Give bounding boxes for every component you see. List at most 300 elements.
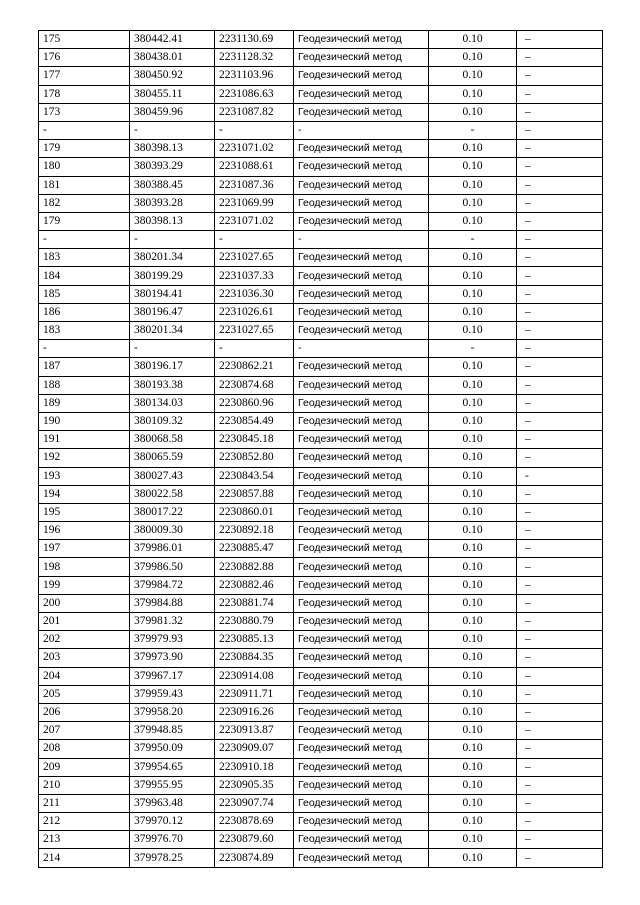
- y-coordinate-cell: 2230910.18: [215, 758, 294, 776]
- note-cell: –: [517, 576, 603, 594]
- x-coordinate-cell: 380450.92: [130, 67, 215, 85]
- point-number-cell: 181: [39, 176, 130, 194]
- accuracy-cell: 0.10: [429, 376, 517, 394]
- note-cell: –: [517, 831, 603, 849]
- y-coordinate-cell: 2230843.54: [215, 467, 294, 485]
- point-number-cell: -: [39, 121, 130, 139]
- note-cell: –: [517, 140, 603, 158]
- accuracy-cell: 0.10: [429, 703, 517, 721]
- point-number-cell: 212: [39, 813, 130, 831]
- y-coordinate-cell: 2230916.26: [215, 703, 294, 721]
- note-cell: –: [517, 540, 603, 558]
- accuracy-cell: 0.10: [429, 249, 517, 267]
- method-cell: Геодезический метод: [294, 503, 429, 521]
- x-coordinate-cell: 380109.32: [130, 412, 215, 430]
- table-row: [39, 631, 603, 649]
- accuracy-cell: -: [429, 340, 517, 358]
- table-row: [39, 649, 603, 667]
- x-coordinate-cell: 379970.12: [130, 813, 215, 831]
- accuracy-cell: 0.10: [429, 540, 517, 558]
- method-cell: Геодезический метод: [294, 412, 429, 430]
- method-cell: Геодезический метод: [294, 613, 429, 631]
- method-cell: Геодезический метод: [294, 140, 429, 158]
- point-number-cell: 183: [39, 322, 130, 340]
- accuracy-cell: 0.10: [429, 140, 517, 158]
- accuracy-cell: 0.10: [429, 722, 517, 740]
- accuracy-cell: 0.10: [429, 503, 517, 521]
- point-number-cell: 198: [39, 558, 130, 576]
- x-coordinate-cell: 380009.30: [130, 522, 215, 540]
- method-cell: Геодезический метод: [294, 649, 429, 667]
- accuracy-cell: 0.10: [429, 49, 517, 67]
- point-number-cell: 197: [39, 540, 130, 558]
- point-number-cell: 207: [39, 722, 130, 740]
- point-number-cell: 204: [39, 667, 130, 685]
- accuracy-cell: 0.10: [429, 849, 517, 867]
- accuracy-cell: 0.10: [429, 522, 517, 540]
- note-cell: –: [517, 613, 603, 631]
- accuracy-cell: 0.10: [429, 485, 517, 503]
- x-coordinate-cell: 379954.65: [130, 758, 215, 776]
- y-coordinate-cell: 2230914.08: [215, 667, 294, 685]
- point-number-cell: -: [39, 340, 130, 358]
- table-row: [39, 67, 603, 85]
- y-coordinate-cell: 2231071.02: [215, 140, 294, 158]
- note-cell: –: [517, 158, 603, 176]
- note-cell: –: [517, 67, 603, 85]
- y-coordinate-cell: 2230885.13: [215, 631, 294, 649]
- point-number-cell: 203: [39, 649, 130, 667]
- x-coordinate-cell: 379958.20: [130, 703, 215, 721]
- point-number-cell: 211: [39, 794, 130, 812]
- method-cell: Геодезический метод: [294, 576, 429, 594]
- table-row: [39, 231, 603, 249]
- y-coordinate-cell: 2230892.18: [215, 522, 294, 540]
- y-coordinate-cell: 2230845.18: [215, 431, 294, 449]
- table-row: [39, 794, 603, 812]
- method-cell: Геодезический метод: [294, 849, 429, 867]
- point-number-cell: 176: [39, 49, 130, 67]
- table-row: [39, 613, 603, 631]
- y-coordinate-cell: 2230874.89: [215, 849, 294, 867]
- table-row: [39, 158, 603, 176]
- method-cell: Геодезический метод: [294, 249, 429, 267]
- y-coordinate-cell: 2230880.79: [215, 613, 294, 631]
- x-coordinate-cell: 380022.58: [130, 485, 215, 503]
- point-number-cell: 206: [39, 703, 130, 721]
- method-cell: -: [294, 340, 429, 358]
- point-number-cell: 193: [39, 467, 130, 485]
- method-cell: -: [294, 121, 429, 139]
- y-coordinate-cell: 2231026.61: [215, 303, 294, 321]
- accuracy-cell: 0.10: [429, 103, 517, 121]
- accuracy-cell: 0.10: [429, 358, 517, 376]
- method-cell: Геодезический метод: [294, 467, 429, 485]
- table-row: [39, 376, 603, 394]
- method-cell: Геодезический метод: [294, 103, 429, 121]
- point-number-cell: 201: [39, 613, 130, 631]
- point-number-cell: 189: [39, 394, 130, 412]
- accuracy-cell: 0.10: [429, 813, 517, 831]
- y-coordinate-cell: 2231036.30: [215, 285, 294, 303]
- x-coordinate-cell: 379984.72: [130, 576, 215, 594]
- method-cell: Геодезический метод: [294, 813, 429, 831]
- method-cell: Геодезический метод: [294, 831, 429, 849]
- note-cell: –: [517, 813, 603, 831]
- table-row: [39, 121, 603, 139]
- y-coordinate-cell: 2230852.80: [215, 449, 294, 467]
- point-number-cell: 179: [39, 140, 130, 158]
- y-coordinate-cell: 2230881.74: [215, 594, 294, 612]
- point-number-cell: 195: [39, 503, 130, 521]
- x-coordinate-cell: -: [130, 231, 215, 249]
- point-number-cell: 175: [39, 31, 130, 49]
- x-coordinate-cell: 380455.11: [130, 85, 215, 103]
- point-number-cell: 183: [39, 249, 130, 267]
- method-cell: Геодезический метод: [294, 322, 429, 340]
- table-row: [39, 467, 603, 485]
- table-row: [39, 394, 603, 412]
- y-coordinate-cell: 2230860.96: [215, 394, 294, 412]
- note-cell: –: [517, 322, 603, 340]
- note-cell: –: [517, 431, 603, 449]
- point-number-cell: -: [39, 231, 130, 249]
- x-coordinate-cell: 379978.25: [130, 849, 215, 867]
- table-row: [39, 540, 603, 558]
- method-cell: Геодезический метод: [294, 558, 429, 576]
- accuracy-cell: 0.10: [429, 85, 517, 103]
- note-cell: –: [517, 449, 603, 467]
- accuracy-cell: 0.10: [429, 158, 517, 176]
- method-cell: Геодезический метод: [294, 776, 429, 794]
- y-coordinate-cell: 2230882.46: [215, 576, 294, 594]
- note-cell: –: [517, 267, 603, 285]
- note-cell: –: [517, 31, 603, 49]
- accuracy-cell: 0.10: [429, 685, 517, 703]
- accuracy-cell: 0.10: [429, 412, 517, 430]
- x-coordinate-cell: 380196.47: [130, 303, 215, 321]
- x-coordinate-cell: 380201.34: [130, 249, 215, 267]
- table-row: [39, 249, 603, 267]
- table-row: [39, 703, 603, 721]
- note-cell: –: [517, 649, 603, 667]
- point-number-cell: 194: [39, 485, 130, 503]
- method-cell: Геодезический метод: [294, 703, 429, 721]
- y-coordinate-cell: 2231128.32: [215, 49, 294, 67]
- note-cell: –: [517, 412, 603, 430]
- y-coordinate-cell: 2230884.35: [215, 649, 294, 667]
- x-coordinate-cell: 379979.93: [130, 631, 215, 649]
- y-coordinate-cell: -: [215, 231, 294, 249]
- method-cell: Геодезический метод: [294, 758, 429, 776]
- x-coordinate-cell: 380438.01: [130, 49, 215, 67]
- accuracy-cell: 0.10: [429, 449, 517, 467]
- x-coordinate-cell: 379955.95: [130, 776, 215, 794]
- note-cell: –: [517, 49, 603, 67]
- note-cell: –: [517, 358, 603, 376]
- accuracy-cell: 0.10: [429, 576, 517, 594]
- table-row: [39, 685, 603, 703]
- accuracy-cell: 0.10: [429, 394, 517, 412]
- method-cell: Геодезический метод: [294, 176, 429, 194]
- y-coordinate-cell: 2231130.69: [215, 31, 294, 49]
- note-cell: –: [517, 340, 603, 358]
- point-number-cell: 191: [39, 431, 130, 449]
- accuracy-cell: 0.10: [429, 776, 517, 794]
- point-number-cell: 210: [39, 776, 130, 794]
- x-coordinate-cell: 379976.70: [130, 831, 215, 849]
- accuracy-cell: 0.10: [429, 558, 517, 576]
- point-number-cell: 208: [39, 740, 130, 758]
- y-coordinate-cell: 2231037.33: [215, 267, 294, 285]
- note-cell: –: [517, 121, 603, 139]
- coordinates-table: [38, 30, 603, 868]
- x-coordinate-cell: 379973.90: [130, 649, 215, 667]
- point-number-cell: 205: [39, 685, 130, 703]
- point-number-cell: 185: [39, 285, 130, 303]
- table-row: [39, 267, 603, 285]
- x-coordinate-cell: 379948.85: [130, 722, 215, 740]
- method-cell: Геодезический метод: [294, 794, 429, 812]
- table-row: [39, 140, 603, 158]
- method-cell: Геодезический метод: [294, 376, 429, 394]
- table-row: [39, 85, 603, 103]
- note-cell: –: [517, 794, 603, 812]
- method-cell: Геодезический метод: [294, 31, 429, 49]
- accuracy-cell: 0.10: [429, 303, 517, 321]
- table-row: [39, 831, 603, 849]
- note-cell: –: [517, 703, 603, 721]
- accuracy-cell: 0.10: [429, 467, 517, 485]
- note-cell: –: [517, 594, 603, 612]
- x-coordinate-cell: 380065.59: [130, 449, 215, 467]
- accuracy-cell: 0.10: [429, 594, 517, 612]
- point-number-cell: 214: [39, 849, 130, 867]
- x-coordinate-cell: -: [130, 340, 215, 358]
- method-cell: Геодезический метод: [294, 485, 429, 503]
- y-coordinate-cell: 2231027.65: [215, 322, 294, 340]
- point-number-cell: 196: [39, 522, 130, 540]
- y-coordinate-cell: 2230907.74: [215, 794, 294, 812]
- x-coordinate-cell: 380193.38: [130, 376, 215, 394]
- note-cell: –: [517, 685, 603, 703]
- y-coordinate-cell: 2231071.02: [215, 212, 294, 230]
- x-coordinate-cell: 380459.96: [130, 103, 215, 121]
- note-cell: –: [517, 194, 603, 212]
- point-number-cell: 177: [39, 67, 130, 85]
- x-coordinate-cell: 380398.13: [130, 212, 215, 230]
- x-coordinate-cell: 379986.50: [130, 558, 215, 576]
- table-row: [39, 485, 603, 503]
- point-number-cell: 187: [39, 358, 130, 376]
- note-cell: –: [517, 722, 603, 740]
- y-coordinate-cell: 2231027.65: [215, 249, 294, 267]
- note-cell: –: [517, 303, 603, 321]
- method-cell: Геодезический метод: [294, 449, 429, 467]
- table-row: [39, 340, 603, 358]
- note-cell: –: [517, 376, 603, 394]
- table-row: [39, 303, 603, 321]
- table-row: [39, 212, 603, 230]
- method-cell: Геодезический метод: [294, 303, 429, 321]
- accuracy-cell: 0.10: [429, 212, 517, 230]
- table-row: [39, 49, 603, 67]
- table-row: [39, 849, 603, 867]
- x-coordinate-cell: 380194.41: [130, 285, 215, 303]
- table-row: [39, 194, 603, 212]
- method-cell: Геодезический метод: [294, 267, 429, 285]
- x-coordinate-cell: 380201.34: [130, 322, 215, 340]
- accuracy-cell: 0.10: [429, 613, 517, 631]
- note-cell: –: [517, 485, 603, 503]
- table-row: [39, 594, 603, 612]
- point-number-cell: 199: [39, 576, 130, 594]
- x-coordinate-cell: 379959.43: [130, 685, 215, 703]
- accuracy-cell: 0.10: [429, 740, 517, 758]
- point-number-cell: 213: [39, 831, 130, 849]
- x-coordinate-cell: 380134.03: [130, 394, 215, 412]
- x-coordinate-cell: 380196.17: [130, 358, 215, 376]
- table-row: [39, 449, 603, 467]
- x-coordinate-cell: 380393.29: [130, 158, 215, 176]
- y-coordinate-cell: 2230862.21: [215, 358, 294, 376]
- y-coordinate-cell: -: [215, 340, 294, 358]
- note-cell: –: [517, 231, 603, 249]
- point-number-cell: 184: [39, 267, 130, 285]
- accuracy-cell: 0.10: [429, 758, 517, 776]
- x-coordinate-cell: 379981.32: [130, 613, 215, 631]
- table-row: [39, 740, 603, 758]
- accuracy-cell: 0.10: [429, 631, 517, 649]
- x-coordinate-cell: 379986.01: [130, 540, 215, 558]
- table-row: [39, 285, 603, 303]
- accuracy-cell: 0.10: [429, 285, 517, 303]
- table-row: [39, 431, 603, 449]
- method-cell: Геодезический метод: [294, 740, 429, 758]
- table-row: [39, 322, 603, 340]
- table-row: [39, 576, 603, 594]
- note-cell: –: [517, 394, 603, 412]
- point-number-cell: 192: [39, 449, 130, 467]
- method-cell: Геодезический метод: [294, 631, 429, 649]
- x-coordinate-cell: 380442.41: [130, 31, 215, 49]
- accuracy-cell: 0.10: [429, 194, 517, 212]
- y-coordinate-cell: 2230854.49: [215, 412, 294, 430]
- method-cell: Геодезический метод: [294, 285, 429, 303]
- point-number-cell: 182: [39, 194, 130, 212]
- note-cell: –: [517, 503, 603, 521]
- y-coordinate-cell: 2231103.96: [215, 67, 294, 85]
- method-cell: Геодезический метод: [294, 722, 429, 740]
- note-cell: –: [517, 758, 603, 776]
- table-row: [39, 176, 603, 194]
- accuracy-cell: 0.10: [429, 31, 517, 49]
- table-row: [39, 813, 603, 831]
- point-number-cell: 188: [39, 376, 130, 394]
- point-number-cell: 202: [39, 631, 130, 649]
- table-row: [39, 522, 603, 540]
- y-coordinate-cell: 2230913.87: [215, 722, 294, 740]
- y-coordinate-cell: 2230878.69: [215, 813, 294, 831]
- accuracy-cell: 0.10: [429, 794, 517, 812]
- y-coordinate-cell: 2230874.68: [215, 376, 294, 394]
- method-cell: Геодезический метод: [294, 67, 429, 85]
- table-row: [39, 412, 603, 430]
- note-cell: –: [517, 176, 603, 194]
- note-cell: –: [517, 103, 603, 121]
- accuracy-cell: -: [429, 231, 517, 249]
- note-cell: –: [517, 212, 603, 230]
- table-row: [39, 776, 603, 794]
- method-cell: Геодезический метод: [294, 85, 429, 103]
- note-cell: –: [517, 776, 603, 794]
- method-cell: Геодезический метод: [294, 540, 429, 558]
- x-coordinate-cell: 380017.22: [130, 503, 215, 521]
- y-coordinate-cell: 2230911.71: [215, 685, 294, 703]
- y-coordinate-cell: 2230905.35: [215, 776, 294, 794]
- accuracy-cell: 0.10: [429, 831, 517, 849]
- point-number-cell: 180: [39, 158, 130, 176]
- x-coordinate-cell: 379984.88: [130, 594, 215, 612]
- note-cell: –: [517, 667, 603, 685]
- accuracy-cell: 0.10: [429, 176, 517, 194]
- x-coordinate-cell: 380388.45: [130, 176, 215, 194]
- table-row: [39, 103, 603, 121]
- note-cell: -: [517, 467, 603, 485]
- y-coordinate-cell: 2231087.82: [215, 103, 294, 121]
- table-row: [39, 358, 603, 376]
- accuracy-cell: 0.10: [429, 667, 517, 685]
- method-cell: Геодезический метод: [294, 194, 429, 212]
- note-cell: –: [517, 285, 603, 303]
- method-cell: Геодезический метод: [294, 431, 429, 449]
- point-number-cell: 178: [39, 85, 130, 103]
- y-coordinate-cell: 2231088.61: [215, 158, 294, 176]
- note-cell: –: [517, 740, 603, 758]
- y-coordinate-cell: 2231086.63: [215, 85, 294, 103]
- method-cell: Геодезический метод: [294, 394, 429, 412]
- note-cell: –: [517, 85, 603, 103]
- x-coordinate-cell: 380027.43: [130, 467, 215, 485]
- accuracy-cell: -: [429, 121, 517, 139]
- method-cell: -: [294, 231, 429, 249]
- point-number-cell: 190: [39, 412, 130, 430]
- x-coordinate-cell: 380393.28: [130, 194, 215, 212]
- accuracy-cell: 0.10: [429, 322, 517, 340]
- y-coordinate-cell: 2230882.88: [215, 558, 294, 576]
- table-row: [39, 558, 603, 576]
- x-coordinate-cell: 380068.58: [130, 431, 215, 449]
- note-cell: –: [517, 522, 603, 540]
- y-coordinate-cell: 2230857.88: [215, 485, 294, 503]
- note-cell: –: [517, 558, 603, 576]
- x-coordinate-cell: 379950.09: [130, 740, 215, 758]
- x-coordinate-cell: 379967.17: [130, 667, 215, 685]
- point-number-cell: 186: [39, 303, 130, 321]
- x-coordinate-cell: 380398.13: [130, 140, 215, 158]
- point-number-cell: 173: [39, 103, 130, 121]
- method-cell: Геодезический метод: [294, 685, 429, 703]
- x-coordinate-cell: 380199.29: [130, 267, 215, 285]
- method-cell: Геодезический метод: [294, 358, 429, 376]
- note-cell: –: [517, 631, 603, 649]
- table-row: [39, 722, 603, 740]
- x-coordinate-cell: -: [130, 121, 215, 139]
- y-coordinate-cell: 2231087.36: [215, 176, 294, 194]
- accuracy-cell: 0.10: [429, 267, 517, 285]
- method-cell: Геодезический метод: [294, 522, 429, 540]
- point-number-cell: 200: [39, 594, 130, 612]
